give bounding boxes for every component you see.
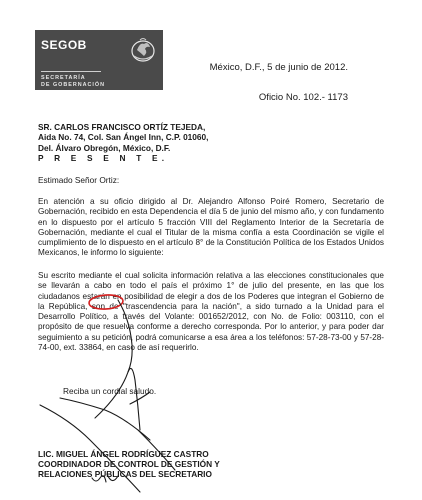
logo-subtitle-2: DE GOBERNACIÓN (41, 82, 106, 88)
presente-line: P R E S E N T E. (38, 152, 169, 163)
segob-logo (35, 30, 163, 90)
signer-title-2: RELACIONES PÚBLICAS DEL SECRETARIO (38, 469, 212, 480)
recipient-address-1: Aida No. 74, Col. San Ángel Inn, C.P. 01060, (38, 132, 209, 143)
logo-brand: SEGOB (41, 38, 87, 52)
signature-block (38, 449, 220, 480)
greeting: Estimado Señor Ortiz: (38, 175, 120, 185)
recipient-block (38, 122, 388, 163)
recipient-address-2: Del. Álvaro Obregón, México, D.F. (38, 142, 171, 153)
oficio-number: Oficio No. 102.- 1173 (258, 92, 348, 103)
signer-title-1: COORDINADOR DE CONTROL DE GESTIÓN Y (38, 459, 220, 470)
paragraph-2: Su escrito mediante el cual solicita información relativa a las elecciones constitucionales que se llevarán a cabo en todo el país el próximo 1° de julio del presente, en las que los ciudadanos estarán en posibilidad de elegir a dos de los Poderes que integran el Gobierno de la República, son de "trascendencia para la nación", a sido turnado a la Unidad para el Desarrollo Político, a través del Volante: 001652/2012, con No. de Folio: 003110, con el propósito de que resuelva conforme a derecho corresponda. Por lo anterior, y para poder dar seguimiento a su petición, podrá comunicarse a esa área a los teléfonos: 57-28-73-00 y 57-28-74-00, ext. 33864, en caso de así requerirlo. (38, 271, 384, 353)
logo-subtitle-1: SECRETARÍA (41, 75, 86, 81)
recipient-name: SR. CARLOS FRANCISCO ORTÍZ TEJEDA, (38, 122, 206, 132)
letter-date: México, D.F., 5 de junio de 2012. (209, 62, 348, 73)
signer-name: LIC. MIGUEL ÁNGEL RODRÍGUEZ CASTRO (38, 449, 209, 459)
logo-divider (41, 71, 101, 72)
paragraph-1: En atención a su oficio dirigido al Dr. Alejandro Alfonso Poiré Romero, Secretario de Gobernación, recibido en esta Dependencia el día 5 de junio del mismo año, y con fundamento en lo dispuesto por el artículo 5 fracción VIII del Reglamento Interior de la Secretaría de Gobernación, mediante el cual el Titular de la misma confía a esta Coordinación se vigile el cumplimiento de lo dispuesto en el artículo 8° de la Constitución Política de los Estados Unidos Mexicanos, le informo lo siguiente: (38, 197, 384, 258)
closing-line: Reciba un cordial saludo. (63, 386, 157, 396)
mexico-eagle-emblem-icon (128, 34, 158, 64)
